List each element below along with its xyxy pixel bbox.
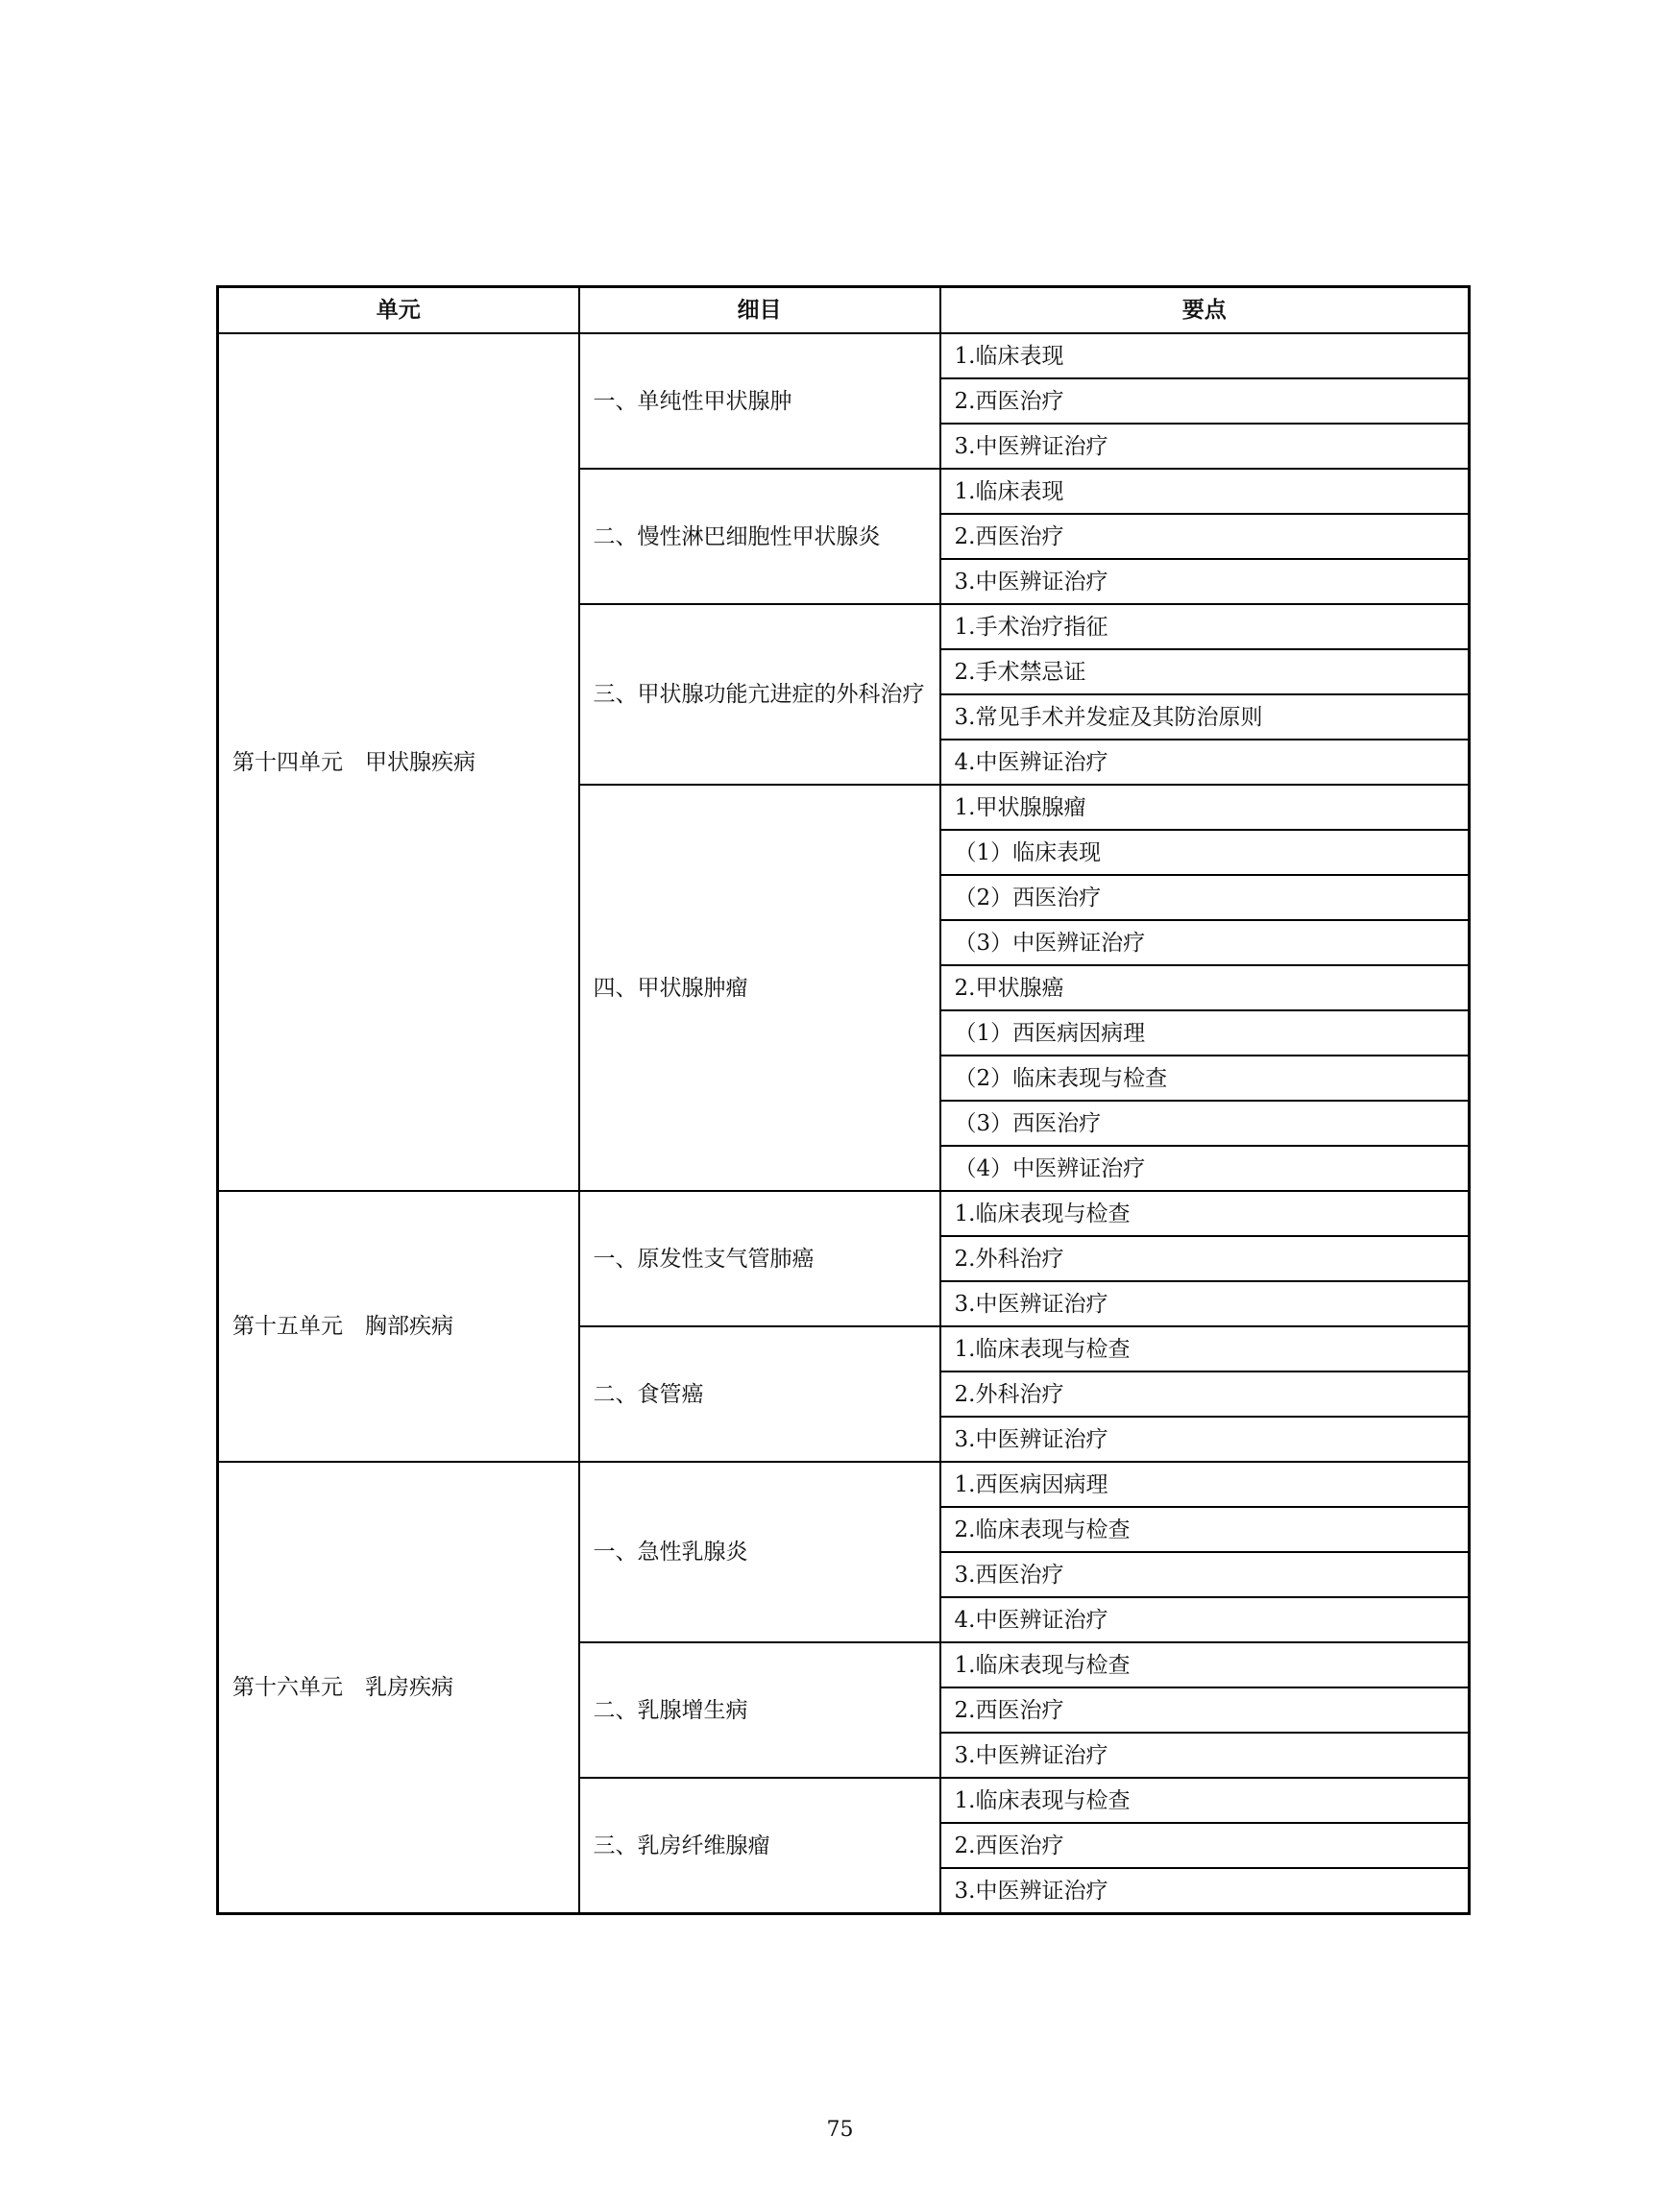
item-cell: 一、急性乳腺炎 [579,1462,940,1642]
item-cell: 三、甲状腺功能亢进症的外科治疗 [579,604,940,785]
point-cell: （1）西医病因病理 [940,1010,1470,1056]
point-cell: 1.西医病因病理 [940,1462,1470,1507]
header-item: 细目 [579,287,940,334]
item-cell: 四、甲状腺肿瘤 [579,785,940,1191]
point-cell: 3.中医辨证治疗 [940,559,1470,604]
point-cell: 1.临床表现与检查 [940,1778,1470,1823]
point-cell: （3）中医辨证治疗 [940,920,1470,965]
header-row [218,287,1470,334]
point-cell: 1.甲状腺腺瘤 [940,785,1470,830]
table-row [218,333,1470,378]
unit-cell: 第十四单元 甲状腺疾病 [218,333,579,1191]
point-cell: 2.甲状腺癌 [940,965,1470,1010]
item-cell: 一、单纯性甲状腺肿 [579,333,940,469]
point-cell: 1.临床表现 [940,333,1470,378]
point-cell: 2.西医治疗 [940,1687,1470,1733]
point-cell: 3.中医辨证治疗 [940,1417,1470,1462]
point-cell: （3）西医治疗 [940,1101,1470,1146]
table-row [218,1462,1470,1507]
point-cell: 3.常见手术并发症及其防治原则 [940,694,1470,740]
point-cell: 3.西医治疗 [940,1552,1470,1597]
point-cell: 4.中医辨证治疗 [940,740,1470,785]
point-cell: 2.西医治疗 [940,1823,1470,1868]
point-cell: （2）临床表现与检查 [940,1056,1470,1101]
point-cell: 1.临床表现与检查 [940,1191,1470,1236]
point-cell: （2）西医治疗 [940,875,1470,920]
point-cell: 3.中医辨证治疗 [940,1733,1470,1778]
point-cell: 1.手术治疗指征 [940,604,1470,649]
point-cell: 3.中医辨证治疗 [940,424,1470,469]
point-cell: 1.临床表现与检查 [940,1326,1470,1372]
header-unit: 单元 [218,287,579,334]
point-cell: 2.手术禁忌证 [940,649,1470,694]
point-cell: 2.西医治疗 [940,378,1470,424]
item-cell: 二、慢性淋巴细胞性甲状腺炎 [579,469,940,604]
item-cell: 二、食管癌 [579,1326,940,1462]
point-cell: 1.临床表现与检查 [940,1642,1470,1687]
point-cell: （1）临床表现 [940,830,1470,875]
item-cell: 一、原发性支气管肺癌 [579,1191,940,1326]
item-cell: 三、乳房纤维腺瘤 [579,1778,940,1914]
point-cell: （4）中医辨证治疗 [940,1146,1470,1191]
table-row [218,1191,1470,1236]
header-point: 要点 [940,287,1470,334]
table-body [218,333,1470,1914]
point-cell: 3.中医辨证治疗 [940,1868,1470,1914]
point-cell: 1.临床表现 [940,469,1470,514]
point-cell: 4.中医辨证治疗 [940,1597,1470,1642]
unit-cell: 第十六单元 乳房疾病 [218,1462,579,1914]
unit-cell: 第十五单元 胸部疾病 [218,1191,579,1462]
point-cell: 2.外科治疗 [940,1236,1470,1281]
point-cell: 2.临床表现与检查 [940,1507,1470,1552]
point-cell: 3.中医辨证治疗 [940,1281,1470,1326]
syllabus-table [216,285,1471,1915]
page-number: 75 [826,2118,854,2142]
point-cell: 2.外科治疗 [940,1372,1470,1417]
point-cell: 2.西医治疗 [940,514,1470,559]
item-cell: 二、乳腺增生病 [579,1642,940,1778]
